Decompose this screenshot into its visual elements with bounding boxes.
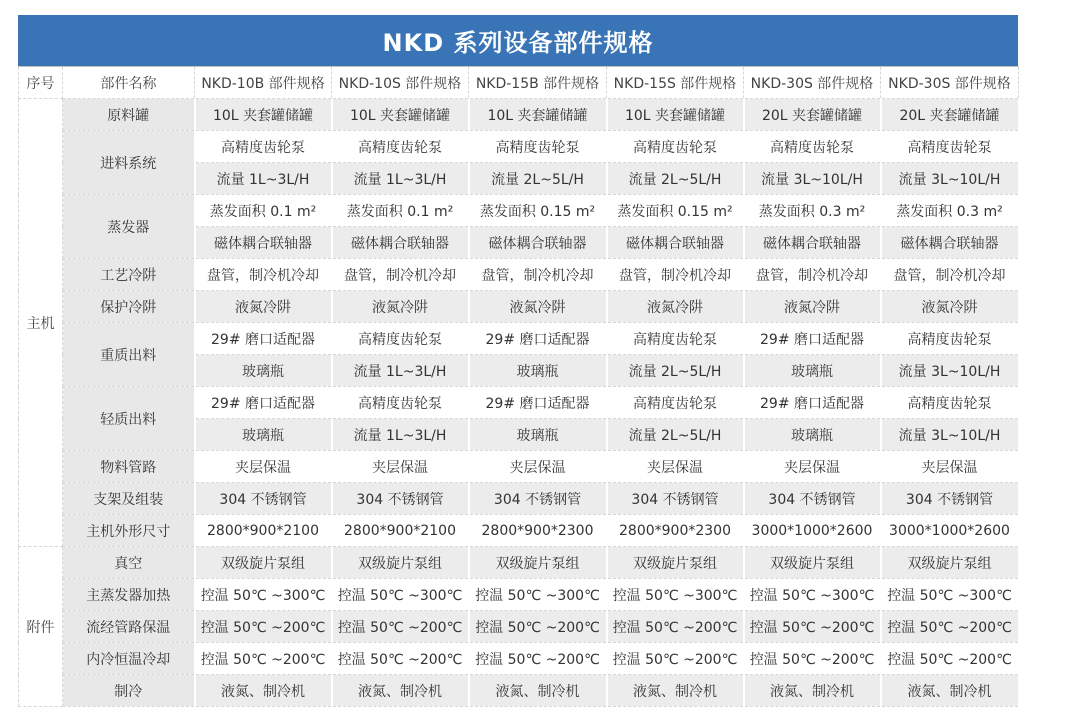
spec-cell: 29# 磨口适配器: [469, 387, 607, 419]
spec-cell: 磁体耦合联轴器: [881, 227, 1019, 259]
spec-cell: 20L 夹套罐储罐: [744, 99, 881, 131]
column-header: 部件名称: [63, 67, 195, 99]
spec-cell: 夹层保温: [332, 451, 469, 483]
spec-cell: 2800*900*2300: [607, 515, 744, 547]
spec-cell: 玻璃瓶: [469, 355, 607, 387]
spec-table: [18, 15, 1018, 699]
table-row: [19, 611, 1019, 643]
spec-cell: 玻璃瓶: [469, 419, 607, 451]
component-name: 真空: [63, 547, 195, 579]
spec-cell: 玻璃瓶: [195, 419, 332, 451]
spec-cell: 29# 磨口适配器: [195, 387, 332, 419]
spec-cell: 3000*1000*2600: [881, 515, 1019, 547]
column-header: NKD-10B 部件规格: [195, 67, 332, 99]
spec-cell: 高精度齿轮泵: [607, 323, 744, 355]
spec-cell: 流量 2L~5L/H: [607, 163, 744, 195]
spec-cell: 2800*900*2300: [469, 515, 607, 547]
component-name: 保护冷阱: [63, 291, 195, 323]
spec-cell: 304 不锈钢管: [332, 483, 469, 515]
spec-cell: 液氮、制冷机: [469, 675, 607, 707]
spec-cell: 双级旋片泵组: [607, 547, 744, 579]
spec-cell: 高精度齿轮泵: [469, 131, 607, 163]
table-row: [19, 323, 1019, 355]
spec-cell: 蒸发面积 0.15 m²: [469, 195, 607, 227]
spec-cell: 10L 夹套罐储罐: [469, 99, 607, 131]
spec-cell: 流量 2L~5L/H: [469, 163, 607, 195]
spec-cell: 双级旋片泵组: [469, 547, 607, 579]
spec-cell: 控温 50℃ ~200℃: [469, 611, 607, 643]
table-row: [19, 675, 1019, 707]
component-name: 进料系统: [63, 131, 195, 195]
component-name: 制冷: [63, 675, 195, 707]
spec-cell: 高精度齿轮泵: [332, 387, 469, 419]
spec-cell: 控温 50℃ ~200℃: [744, 611, 881, 643]
spec-cell: 蒸发面积 0.1 m²: [332, 195, 469, 227]
spec-cell: 控温 50℃ ~200℃: [332, 643, 469, 675]
spec-cell: 夹层保温: [881, 451, 1019, 483]
spec-cell: 29# 磨口适配器: [744, 323, 881, 355]
spec-cell: 盘管，制冷机冷却: [332, 259, 469, 291]
spec-cell: 液氮、制冷机: [607, 675, 744, 707]
spec-cell: 控温 50℃ ~200℃: [881, 643, 1019, 675]
table-row: [19, 579, 1019, 611]
component-name: 内冷恒温冷却: [63, 643, 195, 675]
spec-cell: 控温 50℃ ~300℃: [332, 579, 469, 611]
table-row: [19, 451, 1019, 483]
table-row: [19, 483, 1019, 515]
spec-cell: 玻璃瓶: [744, 419, 881, 451]
header-row: [19, 67, 1019, 99]
spec-cell: 盘管，制冷机冷却: [744, 259, 881, 291]
spec-cell: 流量 2L~5L/H: [607, 355, 744, 387]
column-header: NKD-30S 部件规格: [881, 67, 1019, 99]
spec-cell: 控温 50℃ ~200℃: [744, 643, 881, 675]
spec-cell: 液氮冷阱: [881, 291, 1019, 323]
spec-cell: 磁体耦合联轴器: [332, 227, 469, 259]
column-header: 序号: [19, 67, 63, 99]
table-title: NKD 系列设备部件规格: [18, 15, 1018, 66]
table-row: [19, 547, 1019, 579]
spec-cell: 液氮、制冷机: [332, 675, 469, 707]
spec-cell: 高精度齿轮泵: [881, 323, 1019, 355]
component-name: 工艺冷阱: [63, 259, 195, 291]
spec-cell: 液氮冷阱: [332, 291, 469, 323]
spec-cell: 304 不锈钢管: [195, 483, 332, 515]
spec-cell: 蒸发面积 0.3 m²: [744, 195, 881, 227]
column-header: NKD-15B 部件规格: [469, 67, 607, 99]
spec-cell: 10L 夹套罐储罐: [195, 99, 332, 131]
table-row: [19, 259, 1019, 291]
component-name: 支架及组装: [63, 483, 195, 515]
spec-cell: 10L 夹套罐储罐: [607, 99, 744, 131]
spec-cell: 10L 夹套罐储罐: [332, 99, 469, 131]
table-row: [19, 643, 1019, 675]
spec-cell: 控温 50℃ ~300℃: [881, 579, 1019, 611]
spec-cell: 控温 50℃ ~200℃: [332, 611, 469, 643]
table-row: [19, 131, 1019, 163]
spec-cell: 高精度齿轮泵: [881, 387, 1019, 419]
spec-cell: 双级旋片泵组: [195, 547, 332, 579]
group-label: 主机: [19, 99, 63, 547]
spec-cell: 高精度齿轮泵: [607, 131, 744, 163]
spec-cell: 盘管，制冷机冷却: [881, 259, 1019, 291]
spec-cell: 控温 50℃ ~200℃: [607, 611, 744, 643]
spec-cell: 玻璃瓶: [195, 355, 332, 387]
spec-cell: 2800*900*2100: [195, 515, 332, 547]
spec-cell: 304 不锈钢管: [607, 483, 744, 515]
spec-cell: 控温 50℃ ~200℃: [195, 611, 332, 643]
spec-cell: 控温 50℃ ~300℃: [195, 579, 332, 611]
spec-cell: 高精度齿轮泵: [881, 131, 1019, 163]
spec-cell: 流量 3L~10L/H: [744, 163, 881, 195]
spec-cell: 双级旋片泵组: [332, 547, 469, 579]
spec-cell: 控温 50℃ ~300℃: [469, 579, 607, 611]
spec-cell: 高精度齿轮泵: [744, 131, 881, 163]
spec-cell: 流量 3L~10L/H: [881, 163, 1019, 195]
spec-cell: 液氮、制冷机: [744, 675, 881, 707]
spec-cell: 304 不锈钢管: [744, 483, 881, 515]
component-name: 主机外形尺寸: [63, 515, 195, 547]
spec-cell: 304 不锈钢管: [881, 483, 1019, 515]
spec-cell: 流量 1L~3L/H: [332, 419, 469, 451]
spec-cell: 夹层保温: [607, 451, 744, 483]
spec-cell: 夹层保温: [195, 451, 332, 483]
spec-cell: 高精度齿轮泵: [607, 387, 744, 419]
spec-cell: 流量 1L~3L/H: [332, 355, 469, 387]
spec-cell: 流量 3L~10L/H: [881, 419, 1019, 451]
column-header: NKD-15S 部件规格: [607, 67, 744, 99]
spec-cell: 磁体耦合联轴器: [607, 227, 744, 259]
component-name: 主蒸发器加热: [63, 579, 195, 611]
table-row: [19, 515, 1019, 547]
spec-cell: 玻璃瓶: [744, 355, 881, 387]
spec-cell: 29# 磨口适配器: [195, 323, 332, 355]
spec-cell: 流量 2L~5L/H: [607, 419, 744, 451]
spec-cell: 液氮、制冷机: [881, 675, 1019, 707]
spec-cell: 盘管，制冷机冷却: [469, 259, 607, 291]
spec-cell: 液氮冷阱: [744, 291, 881, 323]
spec-cell: 20L 夹套罐储罐: [881, 99, 1019, 131]
spec-cell: 高精度齿轮泵: [332, 323, 469, 355]
table-row: [19, 195, 1019, 227]
spec-cell: 流量 1L~3L/H: [332, 163, 469, 195]
spec-cell: 夹层保温: [744, 451, 881, 483]
spec-cell: 液氮冷阱: [607, 291, 744, 323]
spec-cell: 液氮冷阱: [469, 291, 607, 323]
component-name: 蒸发器: [63, 195, 195, 259]
spec-cell: 2800*900*2100: [332, 515, 469, 547]
spec-cell: 304 不锈钢管: [469, 483, 607, 515]
spec-cell: 3000*1000*2600: [744, 515, 881, 547]
spec-cell: 蒸发面积 0.15 m²: [607, 195, 744, 227]
spec-cell: 29# 磨口适配器: [469, 323, 607, 355]
spec-cell: 双级旋片泵组: [744, 547, 881, 579]
spec-cell: 盘管，制冷机冷却: [195, 259, 332, 291]
spec-cell: 夹层保温: [469, 451, 607, 483]
spec-cell: 液氮、制冷机: [195, 675, 332, 707]
component-name: 物料管路: [63, 451, 195, 483]
spec-cell: 控温 50℃ ~200℃: [195, 643, 332, 675]
spec-cell: 控温 50℃ ~200℃: [881, 611, 1019, 643]
spec-cell: 高精度齿轮泵: [195, 131, 332, 163]
column-header: NKD-30S 部件规格: [744, 67, 881, 99]
spec-body: [19, 67, 1019, 707]
spec-cell: 盘管，制冷机冷却: [607, 259, 744, 291]
spec-cell: 控温 50℃ ~200℃: [607, 643, 744, 675]
spec-cell: 控温 50℃ ~300℃: [744, 579, 881, 611]
spec-cell: 磁体耦合联轴器: [744, 227, 881, 259]
component-name: 轻质出料: [63, 387, 195, 451]
spec-cell: 双级旋片泵组: [881, 547, 1019, 579]
component-name: 原料罐: [63, 99, 195, 131]
spec-cell: 流量 3L~10L/H: [881, 355, 1019, 387]
spec-cell: 液氮冷阱: [195, 291, 332, 323]
spec-cell: 控温 50℃ ~200℃: [469, 643, 607, 675]
table-row: [19, 387, 1019, 419]
table-row: [19, 99, 1019, 131]
component-name: 重质出料: [63, 323, 195, 387]
component-name: 流经管路保温: [63, 611, 195, 643]
table-row: [19, 291, 1019, 323]
spec-cell: 磁体耦合联轴器: [469, 227, 607, 259]
spec-cell: 控温 50℃ ~300℃: [607, 579, 744, 611]
group-label: 附件: [19, 547, 63, 707]
spec-cell: 流量 1L~3L/H: [195, 163, 332, 195]
spec-grid: [18, 66, 1020, 707]
spec-cell: 磁体耦合联轴器: [195, 227, 332, 259]
spec-cell: 29# 磨口适配器: [744, 387, 881, 419]
spec-cell: 蒸发面积 0.3 m²: [881, 195, 1019, 227]
spec-cell: 高精度齿轮泵: [332, 131, 469, 163]
spec-cell: 蒸发面积 0.1 m²: [195, 195, 332, 227]
column-header: NKD-10S 部件规格: [332, 67, 469, 99]
